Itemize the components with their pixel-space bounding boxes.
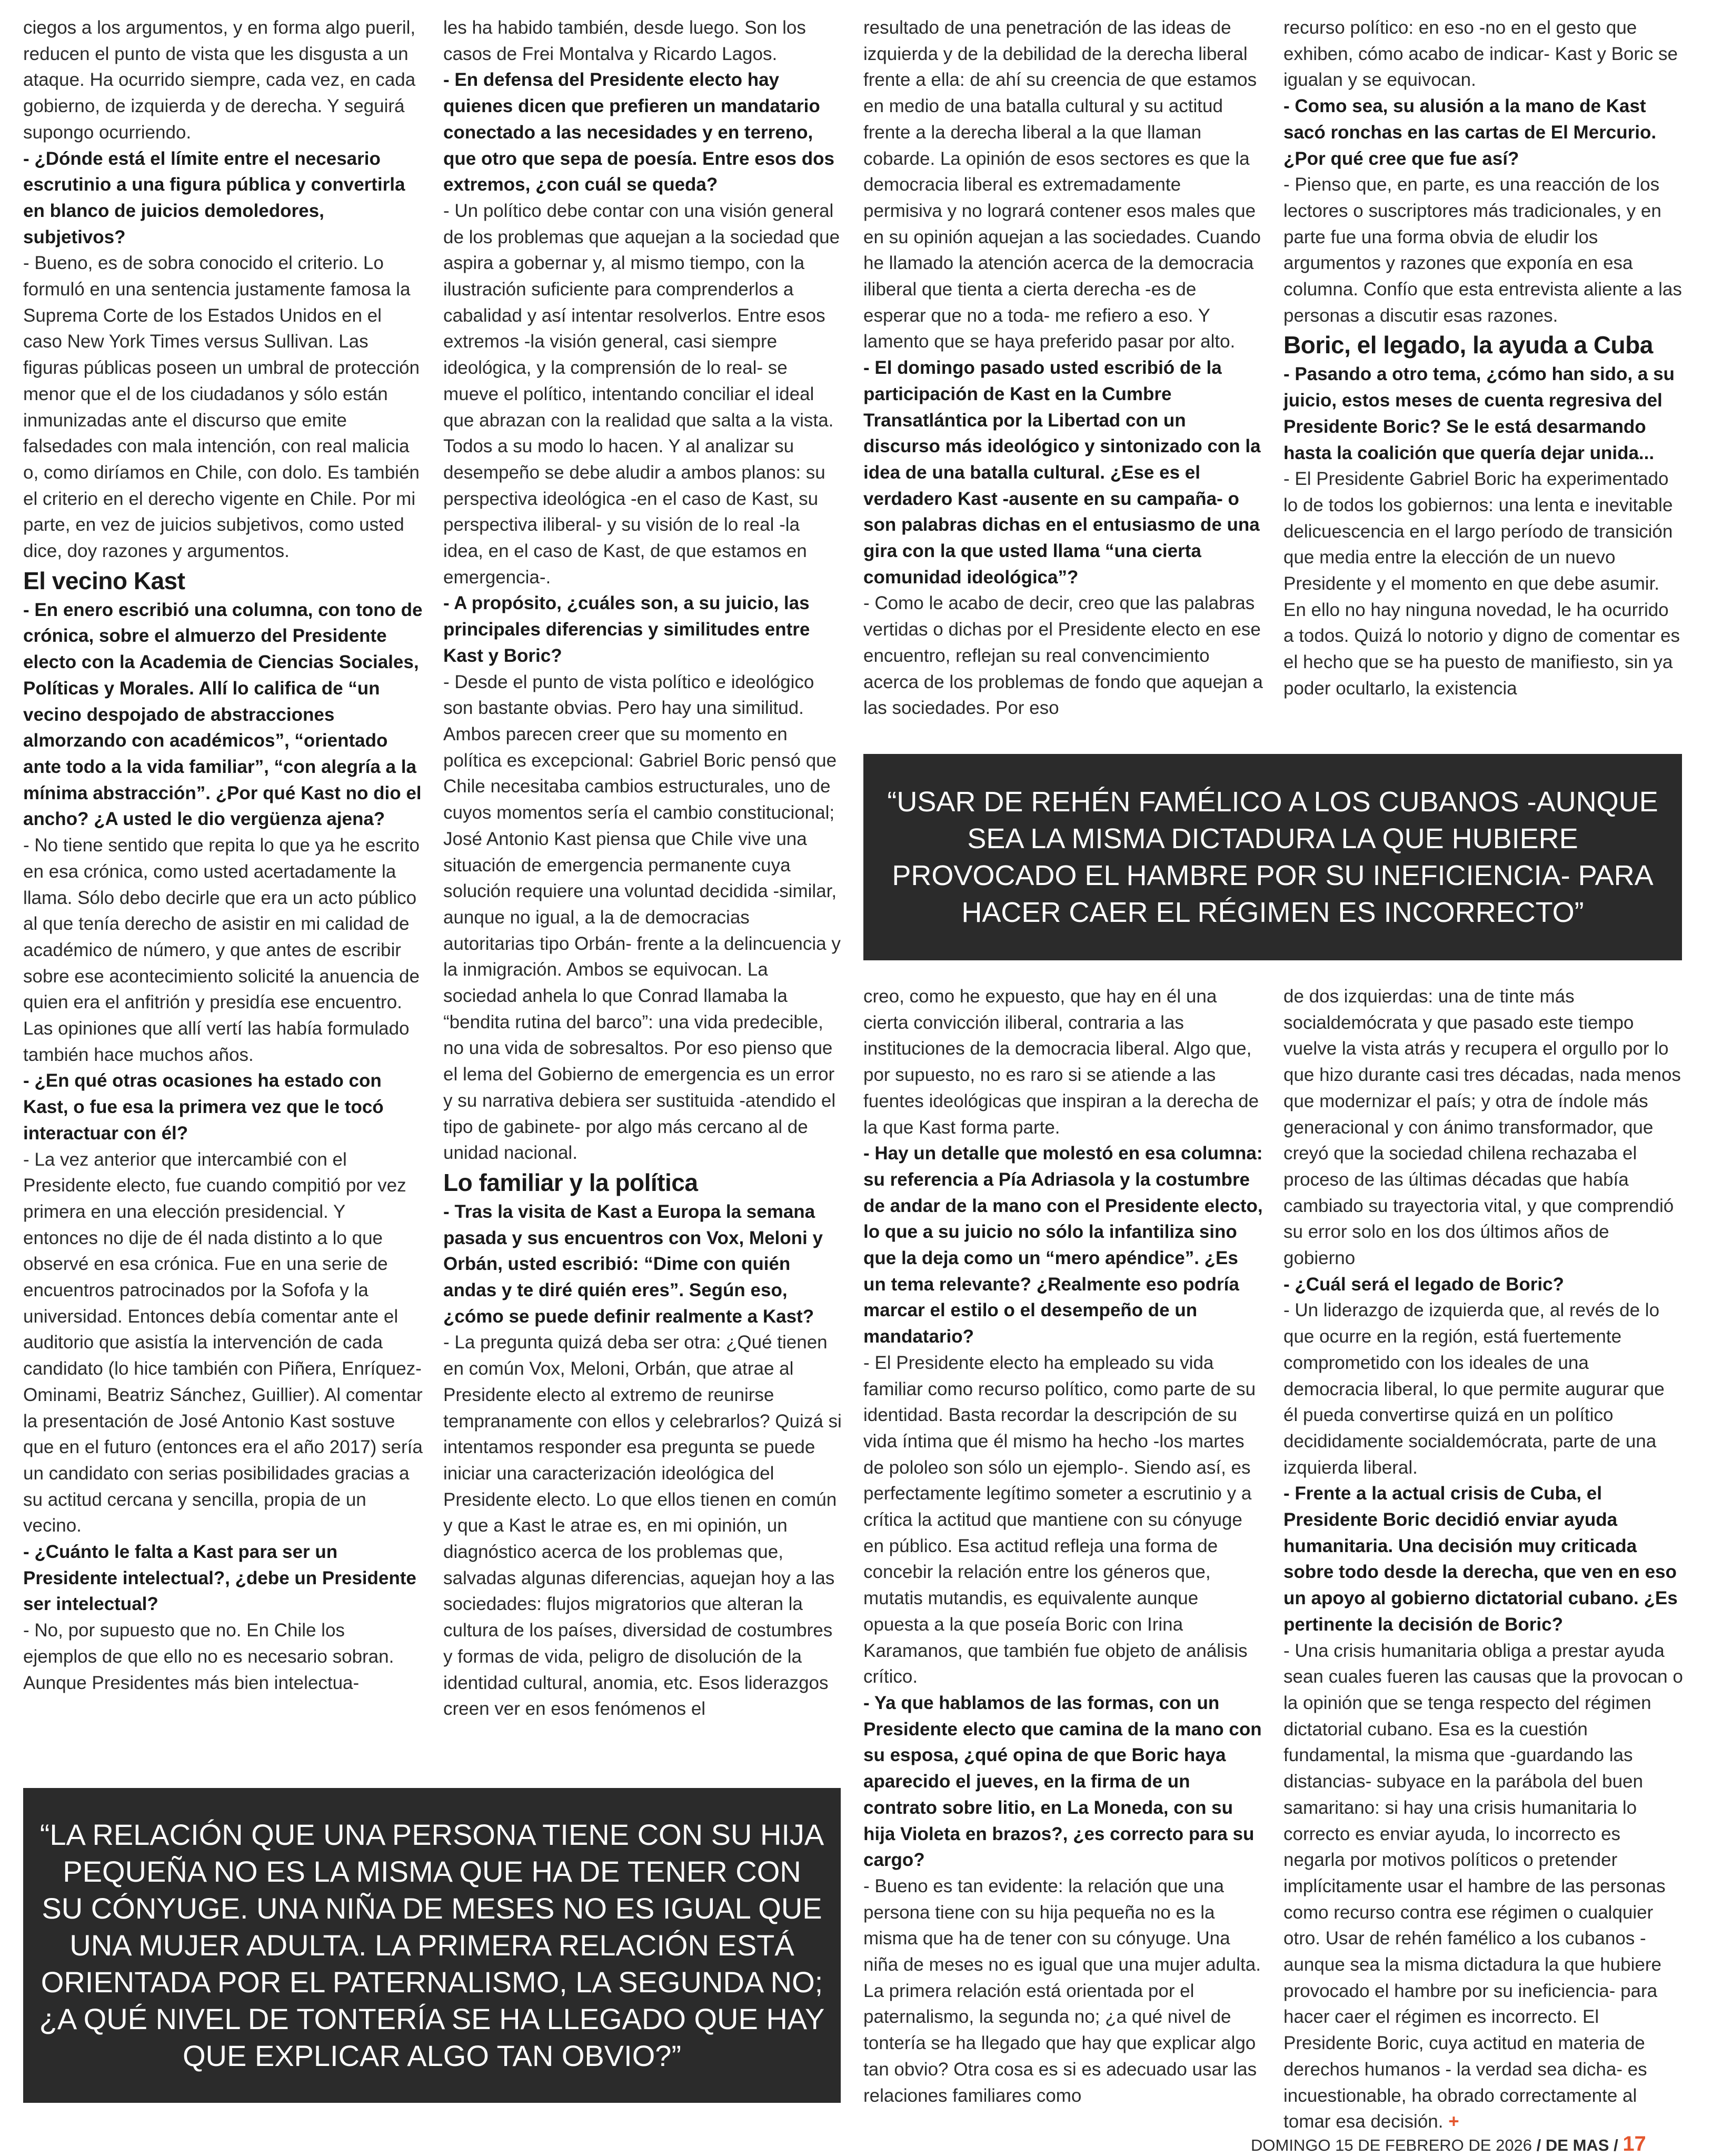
paragraph: ciegos a los argumentos, y en forma algo pueril, reducen el punto de vista que les disgusta a un ataque. Ha ocurrido siempre, cada vez, en cada gobierno, de izquierda y de derecha. Y seguirá supongo ocurriendo. <box>23 17 416 143</box>
section-heading: El vecino Kast <box>23 567 185 594</box>
interview-answer: - Bueno es tan evidente: la relación que una persona tiene con su hija pequeña no es la misma que ha de tener con su cónyuge. Una niña de meses no es igual que una mujer adulta. La primera relación está orientada por el paternalismo, la segunda no; ¿a qué nivel de tontería se ha llegado que hay que explicar algo tan obvio? Otra cosa es si es adecuado usar las relaciones familiares como <box>863 1875 1261 2106</box>
page-footer <box>1251 2132 1646 2156</box>
paragraph: de dos izquierdas: una de tinte más socialdemócrata y que pasado este tiempo vuelve la vista atrás y recupera el orgullo por lo que hizo durante casi tres décadas, nada menos que modernizar el país; y otra de índole más generacional y con ánimo transformador, que creyó que la sociedad chilena rechazaba el proceso de las últimas décadas que había cambiado su trayectoria vital, y que comprendió su error solo en los dos últimos años de gobierno <box>1283 986 1681 1269</box>
page-number: 17 <box>1623 2132 1646 2155</box>
interview-question: - Como sea, su alusión a la mano de Kast sacó ronchas en las cartas de El Mercurio. ¿Por qué cree que fue así? <box>1283 96 1657 169</box>
interview-question: - Hay un detalle que molestó en esa columna: su referencia a Pía Adriasola y la costumbre de andar de la mano con el Presidente electo, lo que a su juicio no sólo la infantiliza sino que la deja como un “mero apéndice”. ¿Es un tema relevante? ¿Realmente eso podría marcar el estilo o el desempeño de un mandatario? <box>863 1143 1263 1347</box>
interview-answer: - El Presidente electo ha empleado su vida familiar como recurso político, como parte de su identidad. Basta recordar la descripción de su vida íntima que él mismo ha hecho -los martes de pololeo son sólo un ejemplo-. Siendo así, es perfectamente legítimo someter a escrutinio y a crítica la actitud que mantiene con su cónyuge en público. Esa actitud refleja una forma de concebir la relación entre los géneros que, mutatis mutandis, es equivalente aunque opuesta a la que poseía Boric con Irina Karamanos, que también fue objeto de análisis crítico. <box>863 1352 1256 1687</box>
interview-question: - En defensa del Presidente electo hay quienes dicen que prefieren un mandatario conectado a las necesidades y en terreno, que otro que sepa de poesía. Entre esos dos extremos, ¿con cuál se queda? <box>443 69 834 195</box>
interview-answer: - El Presidente Gabriel Boric ha experimentado lo de todos los gobiernos: una lenta e inevitable delicuescencia en el largo período de transición que media entre la elección de un nuevo Presidente y el momento en que debe asumir. En ello no hay ninguna novedad, le ha ocurrido a todos. Quizá lo notorio y digno de comentar es el hecho que se ha puesto de manifiesto, sin ya poder ocultarlo, la existencia <box>1283 469 1680 699</box>
interview-question: - Pasando a otro tema, ¿cómo han sido, a su juicio, estos meses de cuenta regresiva del Presidente Boric? Se le está desarmando hasta la coalición que quería dejar unida... <box>1283 364 1675 463</box>
paragraph: resultado de una penetración de las ideas de izquierda y de la debilidad de la derecha liberal frente a ella: de ahí su creencia de que estamos en medio de una batalla cultural y su actitud frente a la derecha liberal a la que llaman cobarde. La opinión de esos sectores es que la democracia liberal es extremadamente permisiva y no logrará contener esos males que en su opinión aquejan a las sociedades. Cuando he llamado la atención acerca de la democracia iliberal que tienta a cierta derecha -es de esperar que no a toda- me refiero a eso. Y lamento que se haya preferido pasar por alto. <box>863 17 1261 352</box>
section-heading: Lo familiar y la política <box>443 1168 698 1196</box>
interview-question: - A propósito, ¿cuáles son, a su juicio, las principales diferencias y similitudes entre Kast y Boric? <box>443 593 810 666</box>
interview-question: - ¿Cuál será el legado de Boric? <box>1283 1274 1564 1295</box>
interview-question: - En enero escribió una columna, con tono de crónica, sobre el almuerzo del Presidente electo con la Academia de Ciencias Sociales, Políticas y Morales. Allí lo califica de “un vecino despojado de abstracciones almorzando con académicos”, “orientado ante todo a la vida familiar”, “con alegría a la mínima abstracción”. ¿Por qué Kast no dio el ancho? ¿A usted le dio vergüenza ajena? <box>23 599 423 830</box>
interview-question: - Tras la visita de Kast a Europa la semana pasada y sus encuentros con Vox, Meloni y Orbán, usted escribió: “Dime con quién andas y te diré quién eres”. Según eso, ¿cómo se puede definir realmente a Kast? <box>443 1201 823 1327</box>
interview-answer: - Desde el punto de vista político e ideológico son bastante obvias. Pero hay una similitud. Ambos parecen creer que su momento en política es excepcional: Gabriel Boric pensó que Chile necesitaba cambios estructurales, uno de cuyos momentos sería el cambio constitucional; José Antonio Kast piensa que Chile vive una situación de emergencia permanente cuya solución requiere una voluntad decidida -similar, aunque no igual, a la de democracias autoritarias tipo Orbán- frente a la delincuencia y la inmigración. Ambos se equivocan. La sociedad anhela lo que Conrad llamaba la “bendita rutina del barco”: una vida predecible, no una vida de sobresaltos. Por eso pienso que el lema del Gobierno de emergencia es un error y su narrativa debiera ser sustituida -atendido el tipo de gabinete- por algo más cercano al de unidad nacional. <box>443 671 841 1164</box>
interview-question: - El domingo pasado usted escribió de la participación de Kast en la Cumbre Transatlántica por la Libertad con un discurso más ideológico y sintonizado con la idea de una batalla cultural. ¿Ese es el verdadero Kast -ausente en su campaña- o son palabras dichas en el entusiasmo de una gira con la que usted llama “una cierta comunidad ideológica”? <box>863 357 1261 588</box>
column-4-upper <box>1283 15 1684 726</box>
interview-answer: - La pregunta quizá deba ser otra: ¿Qué tienen en común Vox, Meloni, Orbán, que atrae al Presidente electo al extremo de reunirse tempranamente con ellos y celebrarlos? Quizá si intentamos responder esa pregunta se puede iniciar una caracterización ideológica del Presidente electo. Lo que ellos tienen en común y que a Kast le atrae es, en mi opinión, un diagnóstico acerca de los problemas que, salvadas algunas diferencias, aquejan hoy a las sociedades: flujos migratorios que alteran la cultura de los países, diversidad de costumbres y formas de vida, peligro de disolución de la identidad cultural, anomia, etc. Esos liderazgos creen ver en esos fenómenos el <box>443 1332 842 1720</box>
interview-question: - ¿En qué otras ocasiones ha estado con Kast, o fue esa la primera vez que le tocó interactuar con él? <box>23 1070 384 1144</box>
column-4-lower <box>1283 983 1684 2132</box>
interview-question: - Frente a la actual crisis de Cuba, el Presidente Boric decidió enviar ayuda humanitaria. Una decisión muy criticada sobre todo desde la derecha, que ven en eso un apoyo al gobierno dictatorial cubano. ¿Es pertinente la decisión de Boric? <box>1283 1483 1678 1635</box>
column-2 <box>443 15 843 1773</box>
interview-question: - ¿Cuánto le falta a Kast para ser un Presidente intelectual?, ¿debe un Presidente ser intelectual? <box>23 1542 416 1615</box>
paragraph: les ha habido también, desde luego. Son los casos de Frei Montalva y Ricardo Lagos. <box>443 17 806 64</box>
answer-text: - Una crisis humanitaria obliga a prestar ayuda sean cuales fueren las causas que la provocan o la opinión que se tenga respecto del régimen dictatorial cubano. Esa es la cuestión fundamental, la misma que -guardando las distancias- subyace en la parábola del buen samaritano: si hay una crisis humanitaria lo correcto es enviar ayuda, lo incorrecto es negarla por motivos políticos o pretender implícitamente usar el hambre de las personas como recurso contra ese régimen o cualquier otro. Usar de rehén famélico a los cubanos -aunque sea la misma dictadura la que hubiere provocado el hambre por su ineficiencia- para hacer caer el régimen es incorrecto. El Presidente Boric, cuya actitud en materia de derechos humanos - la verdad sea dicha- es incuestionable, ha obrado correctamente al tomar esa decisión. <box>1283 1640 1683 2132</box>
pull-quote-text: “USAR DE REHÉN FAMÉLICO A LOS CUBANOS -AUNQUE SEA LA MISMA DICTADURA LA QUE HUBIERE PROVOCADO EL HAMBRE POR SU INEFICIENCIA- PARA HACER CAER EL RÉGIMEN ES INCORRECTO” <box>887 786 1658 928</box>
interview-answer: - Pienso que, en parte, es una reacción de los lectores o suscriptores más tradicionales, y en parte fue una forma obvia de eludir los argumentos y razones que exponía en esa columna. Confío que esta entrevista aliente a las personas a discutir esas razones. <box>1283 174 1682 326</box>
interview-answer: - Como le acabo de decir, creo que las palabras vertidas o dichas por el Presidente electo en ese encuentro, reflejan su real convencimiento acerca de los problemas de fondo que aquejan a las sociedades. Por eso <box>863 593 1263 719</box>
interview-answer: - No tiene sentido que repita lo que ya he escrito en esa crónica, como usted acertadamente la llama. Sólo debo decirle que era un acto público al que tenía derecho de asistir en mi calidad de académico de número, y que antes de escribir sobre ese acontecimiento solicité la anuencia de quien era el anfitrión y presidía ese encuentro. Las opiniones que allí vertí las había formulado también hace muchos años. <box>23 835 420 1065</box>
interview-answer: - Un político debe contar con una visión general de los problemas que aquejan a la sociedad que aspira a gobernar y, al mismo tiempo, con la ilustración suficiente para comprenderlos a cabalidad y así intentar resolverlos. Entre esos extremos -la visión general, casi siempre ideológica, y la comprensión de lo real- se mueve el político, intentando conciliar el ideal que abrazan con la realidad que salta a la vista. Todos a su modo lo hacen. Y al analizar su desempeño se debe aludir a ambos planos: su perspectiva ideológica -en el caso de Kast, su perspectiva iliberal- y su visión de lo real -la idea, en el caso de Kast, de que estamos en emergencia-. <box>443 200 840 588</box>
interview-answer: - La vez anterior que intercambié con el Presidente electo, fue cuando compitió por vez primera en una elección presidencial. Y entonces no dije de él nada distinto a lo que observé en esa crónica. Fue en una serie de encuentros patrocinados por la Sofofa y la universidad. Entonces debía comentar ante el auditorio que asistía la intervención de cada candidato (lo hice también con Piñera, Enríquez-Ominami, Beatriz Sánchez, Guillier). Al comentar la presentación de José Antonio Kast sostuve que en el futuro (entonces era el año 2017) sería un candidato con serias posibilidades gracias a su actitud cercana y sencilla, propia de un vecino. <box>23 1149 423 1536</box>
interview-answer: - Bueno, es de sobra conocido el criterio. Lo formuló en una sentencia justamente famosa la Suprema Corte de los Estados Unidos en el caso New York Times versus Sullivan. Las figuras públicas poseen un umbral de protección menor que el de los ciudadanos y sólo están inmunizadas ante el discurso que emite falsedades con mala intención, con real malicia o, como diríamos en Chile, con dolo. Es también el criterio en el derecho vigente en Chile. Por mi parte, en vez de juicios subjetivos, como usted dice, doy razones y argumentos. <box>23 253 420 562</box>
interview-answer <box>1283 1638 1684 2135</box>
pull-quote-family <box>23 1788 841 2103</box>
section-heading: Boric, el legado, la ayuda a Cuba <box>1283 331 1653 359</box>
interview-answer: - No, por supuesto que no. En Chile los ejemplos de que ello no es necesario sobran. Aunque Presidentes más bien intelectua- <box>23 1620 394 1693</box>
end-mark: + <box>1448 2111 1459 2132</box>
pull-quote-text: “LA RELACIÓN QUE UNA PERSONA TIENE CON SU HIJA PEQUEÑA NO ES LA MISMA QUE HA DE TENER CON SU CÓNYUGE. UNA NIÑA DE MESES NO ES IGUAL QUE UNA MUJER ADULTA. LA PRIMERA RELACIÓN ESTÁ ORIENTADA POR EL PATERNALISMO, LA SEGUNDA NO; ¿A QUÉ NIVEL DE TONTERÍA SE HA LLEGADO QUE HAY QUE EXPLICAR ALGO TAN OBVIO?” <box>39 1818 825 2072</box>
column-1 <box>23 15 423 1773</box>
interview-answer: - Un liderazgo de izquierda que, al revés de lo que ocurre en la región, está fuertemente comprometido con los ideales de una democracia liberal, lo que permite augurar que él pueda convertirse quizá en un político decididamente socialdemócrata, parte de una izquierda liberal. <box>1283 1300 1665 1478</box>
paragraph: creo, como he expuesto, que hay en él una cierta convicción iliberal, contraria a las instituciones de la democracia liberal. Algo que, por supuesto, no es raro si se atiende a las fuentes ideológicas que inspiran a la derecha de la que Kast forma parte. <box>863 986 1259 1138</box>
pull-quote-cuba <box>863 754 1682 960</box>
column-3-lower <box>863 983 1263 2110</box>
footer-date: DOMINGO 15 DE FEBRERO DE 2026 <box>1251 2136 1532 2154</box>
footer-section: / DE MAS / <box>1536 2136 1618 2154</box>
interview-question: - Ya que hablamos de las formas, con un Presidente electo que camina de la mano con su esposa, ¿qué opina de que Boric haya aparecido el jueves, en la firma de un contrato sobre litio, en La Moneda, con su hija Violeta en brazos?, ¿es correcto para su cargo? <box>863 1692 1262 1871</box>
interview-question: - ¿Dónde está el límite entre el necesario escrutinio a una figura pública y convertirla en blanco de juicios demoledores, subjetivos? <box>23 148 405 247</box>
column-3-upper <box>863 15 1263 726</box>
paragraph: recurso político: en eso -no en el gesto que exhiben, cómo acabo de indicar- Kast y Boric se igualan y se equivocan. <box>1283 17 1678 91</box>
